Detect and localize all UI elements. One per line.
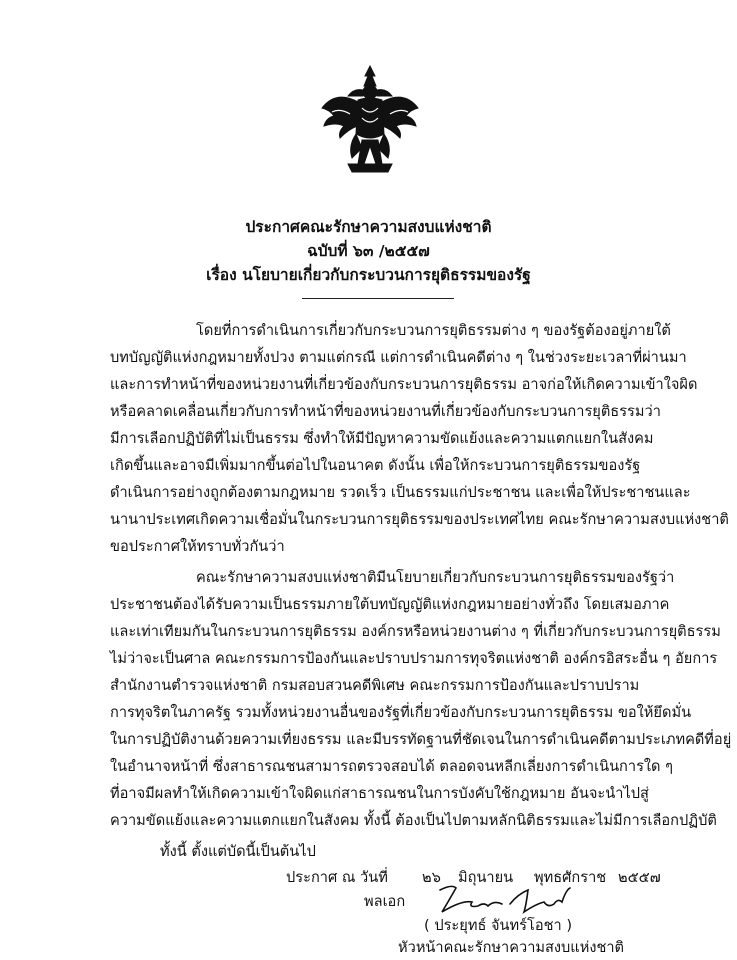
body-line: นานาประเทศเกิดความเชื่อมั่นในกระบวนการยุติธรรมของประเทศไทย คณะรักษาความสงบแห่งชาติ — [110, 511, 729, 528]
body-line: เกิดขึ้นและอาจมีเพิ่มมากขึ้นต่อไปในอนาคต ดังนั้น เพื่อให้กระบวนการยุติธรรมของรัฐ — [110, 457, 641, 474]
body-line: โดยที่การดำเนินการเกี่ยวกับกระบวนการยุติธรรมต่าง ๆ ของรัฐต้องอยู่ภายใต้ — [196, 322, 671, 339]
era-label: พุทธศักราช — [534, 869, 607, 886]
body-line: การทุจริตในภาครัฐ รวมทั้งหน่วยงานอื่นของรัฐที่เกี่ยวข้องกับกระบวนการยุติธรรม ขอให้ยึดมั่น — [110, 704, 692, 721]
body-line: และการทำหน้าที่ของหน่วยงานที่เกี่ยวข้องกับกระบวนการยุติธรรม อาจก่อให้เกิดความเข้าใจผิด — [110, 376, 698, 393]
announcement-number: ฉบับที่ ๖๓ /๒๕๕๗ — [307, 242, 430, 260]
announce-label: ประกาศ ณ วันที่ — [286, 869, 388, 886]
signatory-position: หัวหน้าคณะรักษาความสงบแห่งชาติ — [398, 939, 625, 956]
announce-year: ๒๕๕๗ — [618, 869, 661, 886]
announcement-subject: เรื่อง นโยบายเกี่ยวกับกระบวนการยุติธรรมของรัฐ — [206, 266, 531, 284]
body-line: และเท่าเทียมกันในกระบวนการยุติธรรม องค์กรหรือหน่วยงานต่าง ๆ ที่เกี่ยวกับกระบวนการยุติธรรม — [110, 623, 721, 640]
header-divider — [302, 298, 454, 299]
signatory-name: ( ประยุทธ์ จันทร์โอชา ) — [424, 917, 573, 934]
closing-line: ทั้งนี้ ตั้งแต่บัดนี้เป็นต้นไป — [160, 843, 316, 860]
body-line: คณะรักษาความสงบแห่งชาติมีนโยบายเกี่ยวกับกระบวนการยุติธรรมของรัฐว่า — [196, 569, 675, 586]
body-line: ขอประกาศให้ทราบทั่วกันว่า — [110, 538, 285, 555]
body-line: ดำเนินการอย่างถูกต้องตามกฎหมาย รวดเร็ว เป็นธรรมแก่ประชาชน และเพื่อให้ประชาชนและ — [110, 484, 691, 501]
announce-day: ๒๖ — [422, 869, 441, 886]
body-line: ความขัดแย้งและความแตกแยกในสังคม ทั้งนี้ ต้องเป็นไปตามหลักนิติธรรมและไม่มีการเลือกปฏิบัติ — [110, 812, 717, 829]
body-line: ในการปฏิบัติงานด้วยความเที่ยงธรรม และมีบรรทัดฐานที่ชัดเจนในการดำเนินคดีตามประเภทคดีที่อยู่ — [110, 731, 732, 748]
body-line: หรือคลาดเคลื่อนเกี่ยวกับการทำหน้าที่ของหน่วยงานที่เกี่ยวข้องกับกระบวนการยุติธรรมว่า — [110, 403, 661, 420]
body-line: ไม่ว่าจะเป็นศาล คณะกรรมการป้องกันและปราบปรามการทุจริตแห่งชาติ องค์กรอิสระอื่น ๆ อัยการ — [110, 650, 718, 667]
announcement-title: ประกาศคณะรักษาความสงบแห่งชาติ — [245, 218, 492, 236]
announce-month: มิถุนายน — [458, 869, 514, 886]
body-line: มีการเลือกปฏิบัติที่ไม่เป็นธรรม ซึ่งทำให้มีปัญหาความขัดแย้งและความแตกแยกในสังคม — [110, 430, 654, 447]
body-line: บทบัญญัติแห่งกฎหมายทั้งปวง ตามแต่กรณี แต่การดำเนินคดีต่าง ๆ ในช่วงระยะเวลาที่ผ่านมา — [110, 349, 687, 366]
body-line: สำนักงานตำรวจแห่งชาติ กรมสอบสวนคดีพิเศษ คณะกรรมการป้องกันและปราบปราม — [110, 677, 640, 694]
signatory-rank: พลเอก — [364, 893, 406, 910]
body-line: ประชาชนต้องได้รับความเป็นธรรมภายใต้บทบัญญัติแห่งกฎหมายอย่างทั่วถึง โดยเสมอภาค — [110, 596, 670, 613]
garuda-emblem-icon — [318, 60, 422, 178]
body-line: ที่อาจมีผลทำให้เกิดความเข้าใจผิดแก่สาธารณชนในการบังคับใช้กฎหมาย อันจะนำไปสู่ — [110, 785, 649, 802]
body-line: ในอำนาจหน้าที่ ซึ่งสาธารณชนสามารถตรวจสอบได้ ตลอดจนหลีกเลี่ยงการดำเนินการใด ๆ — [110, 758, 673, 775]
